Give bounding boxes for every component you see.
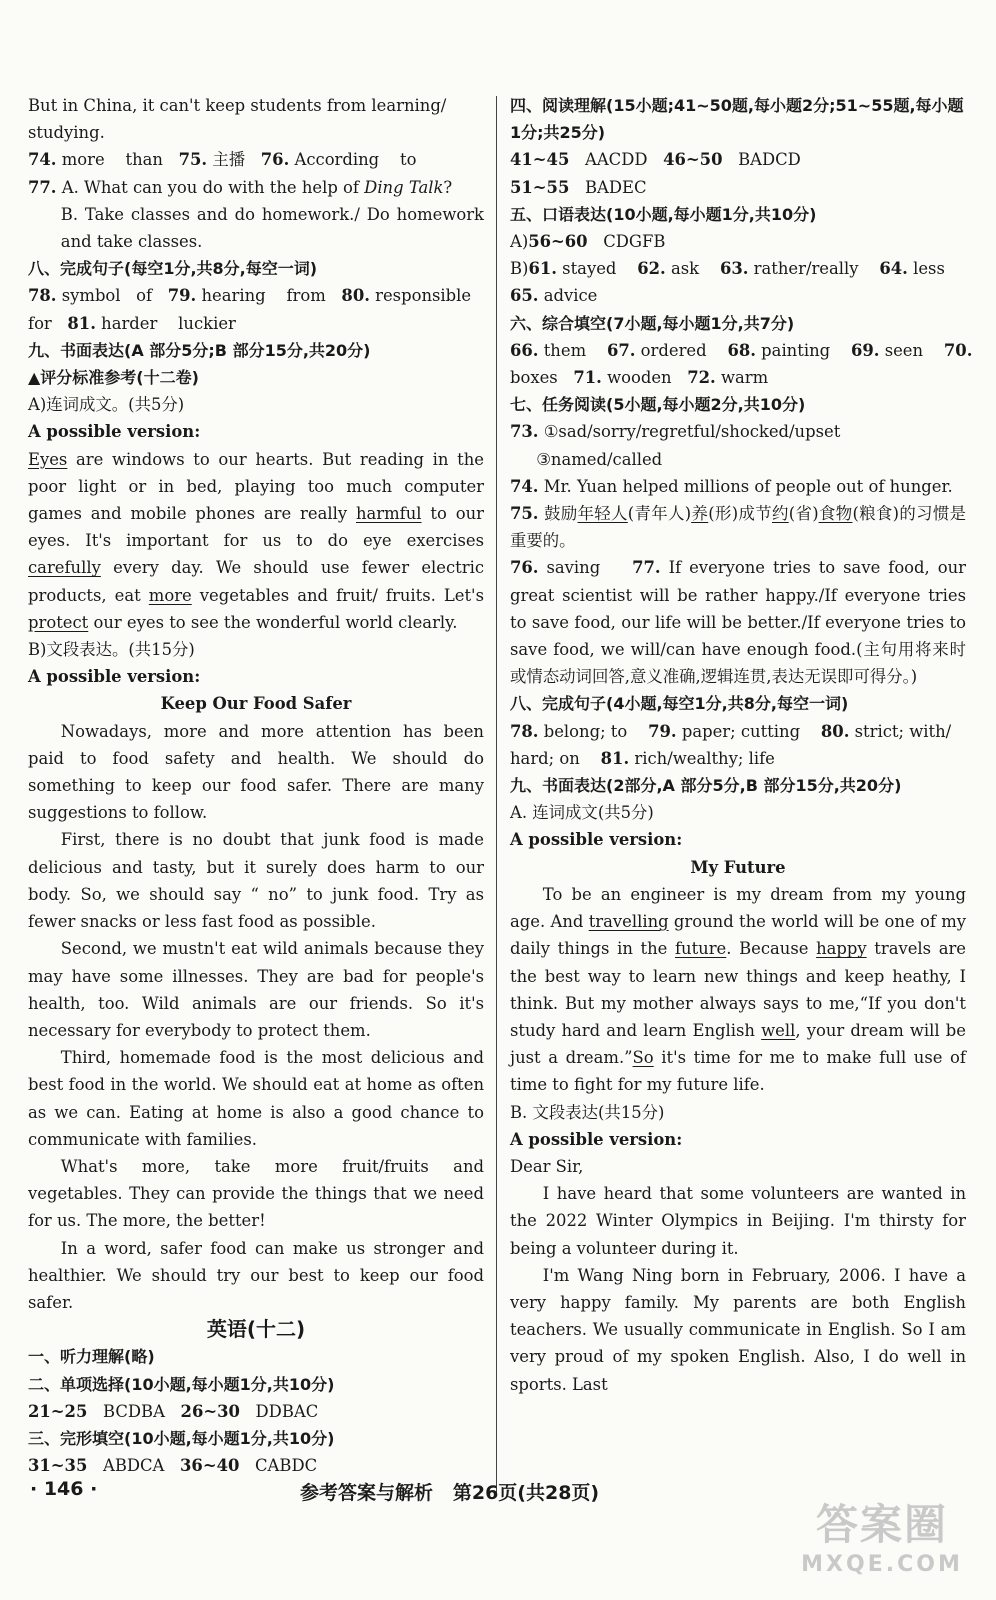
essay-paragraph: In a word, safer food can make us stronger and healthier. We should try our best to keep our food safer. (28, 1238, 484, 1312)
possible-version-label: A possible version: (28, 667, 201, 687)
answers-31-40: 31~35 ABDCA 36~40 CABDC (28, 1456, 318, 1476)
answers-66-70: 66. them 67. ordered 68. painting 69. seen 70. (510, 340, 973, 360)
watermark-text: 答案圈 (815, 1500, 948, 1549)
answer-81: hard; on 81. rich/wealthy; life (510, 748, 775, 768)
part-b-label: B. 文段表达(共15分) (510, 1102, 665, 1122)
essay-title: Keep Our Food Safer (160, 694, 352, 714)
section-7-heading: 七、任务阅读(5小题,每小题2分,共10分) (510, 395, 806, 415)
section-8-heading: 八、完成句子(每空1分,共8分,每空一词) (28, 259, 318, 279)
section-2-heading: 二、单项选择(10小题,每小题1分,共10分) (28, 1374, 335, 1394)
exam-title: 英语(十二) (206, 1317, 306, 1342)
essay-paragraph: First, there is no doubt that junk food is made delicious and tasty, but it surely does harm to our body. So, we should say “ no” to junk food. Try as fewer snacks or less fast food as possible. (28, 830, 484, 932)
letter-paragraph: I'm Wang Ning born in February, 2006. I have a very happy family. My parents are both English teachers. We usually communicate in English. So I am very proud of my spoken English. Also, I do well in sports. Last (510, 1265, 966, 1394)
answers-21-30: 21~25 BCDBA 26~30 DDBAC (28, 1401, 319, 1421)
watermark-url: MXQE.COM (801, 1552, 963, 1577)
answer-65: 65. advice (510, 286, 598, 306)
essay-paragraph: What's more, take more fruit/fruits and vegetables. They can provide the things that we need for us. The more, the better! (28, 1156, 484, 1231)
section-1-heading: 一、听力理解(略) (28, 1347, 155, 1367)
essay-paragraph: Third, homemade food is the most delicious and best food in the world. We should eat at home as often as we can. Eating at home is also a good chance to communicate with families. (28, 1048, 484, 1149)
answer-78-80: 78. symbol of 79. hearing from 80. responsible (28, 286, 472, 306)
answers-78-80: 78. belong; to 79. paper; cutting 80. strict; with/ (510, 721, 952, 741)
essay-title: My Future (690, 857, 786, 877)
letter-salutation: Dear Sir, (510, 1156, 584, 1176)
answer-73: 73. ①sad/sorry/regretful/shocked/upset (510, 422, 841, 442)
text-line: But in China, it can't keep students from learning/ studying. (28, 96, 447, 143)
section-9-heading: 九、书面表达(A 部分5分;B 部分15分,共20分) (28, 340, 371, 360)
answers-56-60: A)56~60 CDGFB (510, 232, 666, 252)
column-divider (496, 96, 497, 1496)
left-column (28, 92, 484, 1479)
answer-77a: 77. A. What can you do with the help of Ding Talk? (28, 177, 453, 197)
page-number: · 146 · (30, 1478, 98, 1500)
answer-76-77: 76. saving 77. If everyone tries to save food, our great scientist will be rather happy./If everyone tries to save food, our life will be better./If everyone tries to save food, we will/can have enough food.(主句用将来时或情态动词回答,意义准确,逻辑连贯,表达无误即可得分。) (510, 558, 966, 687)
part-a-label: A)连词成文。(共5分) (28, 395, 185, 415)
possible-version-label: A possible version: (510, 830, 683, 850)
possible-version-label: A possible version: (510, 1129, 683, 1149)
possible-version-label: A possible version: (28, 422, 201, 442)
answer-77b: B. Take classes and do homework./ Do homework and take classes. (60, 204, 484, 252)
section-9-heading: 九、书面表达(2部分,A 部分5分,B 部分15分,共20分) (510, 776, 902, 796)
essay-paragraph: Second, we mustn't eat wild animals because they may have some illnesses. They are bad for people's health, too. Wild animals are our friends. So it's necessary for everybody to protect them. (28, 939, 484, 1040)
scoring-standard: ▲评分标准参考(十二卷) (28, 368, 199, 388)
answers-51-55: 51~55 BADEC (510, 177, 647, 197)
section-5-heading: 五、口语表达(10小题,每小题1分,共10分) (510, 204, 817, 224)
essay-paragraph: Nowadays, more and more attention has been paid to food safety and health. We should do something to keep our food safer. There are many suggestions to follow. (28, 721, 484, 823)
answer-73-part3: ③named/called (536, 449, 663, 469)
answer-75: 75. 鼓励年轻人(青年人)养(形)成节约(省)食物(粮食)的习惯是重要的。 (510, 504, 967, 551)
letter-paragraph: I have heard that some volunteers are wanted in the 2022 Winter Olympics in Beijing. I'm thirsty for being a volunteer during it. (510, 1184, 966, 1258)
section-4-heading: 四、阅读理解(15小题;41~50题,每小题2分;51~55题,每小题1分;共25分) (510, 96, 964, 143)
footer-title: 参考答案与解析 第26页(共28页) (300, 1482, 600, 1504)
section-6-heading: 六、综合填空(7小题,每小题1分,共7分) (510, 313, 795, 333)
answers-41-50: 41~45 AACDD 46~50 BADCD (510, 150, 801, 170)
right-column (510, 92, 973, 1398)
part-b-label: B)文段表达。(共15分) (28, 640, 195, 660)
section-3-heading: 三、完形填空(10小题,每小题1分,共10分) (28, 1428, 335, 1448)
answer-74-76: 74. more than 75. 主播 76. According to (28, 150, 417, 170)
answer-74: 74. Mr. Yuan helped millions of people out of hunger. (510, 476, 953, 496)
my-future-passage: To be an engineer is my dream from my young age. And travelling ground the world will be one of my daily things in the future. Because happy travels are the best way to learn new things and keep heathy, I think. But my mother always says to me,“If you don't study hard and learn English well, your dream will be just a dream.”So it's time for me to make full use of time to fight for my future life. (510, 884, 967, 1095)
answers-70-72: boxes 71. wooden 72. warm (510, 368, 769, 388)
watermark-logo (782, 1492, 982, 1592)
section-8-heading: 八、完成句子(4小题,每空1分,共8分,每空一词) (510, 694, 849, 714)
part-a-passage: Eyes are windows to our hearts. But reading in the poor light or in bed, playing too much computer games and mobile phones are really harmful to our eyes. It's important for us to do eye exercises carefully every day. We should use fewer electric products, eat more vegetables and fruit/ fruits. Let's protect our eyes to see the wonderful world clearly. (28, 449, 484, 632)
part-a-label: A. 连词成文(共5分) (510, 803, 654, 823)
answer-81: for 81. harder luckier (28, 313, 236, 333)
answers-61-64: B)61. stayed 62. ask 63. rather/really 64. less (510, 259, 945, 279)
